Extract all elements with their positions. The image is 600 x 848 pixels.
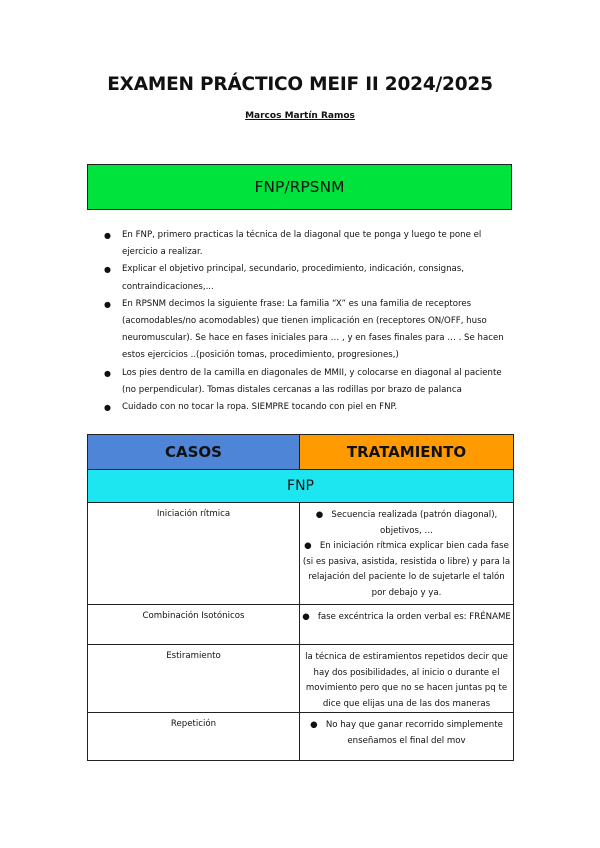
table-row bbox=[88, 605, 514, 645]
treatment-text: la técnica de estiramientos repetidos decir que hay dos posibilidades, al inicio o durante el movimiento pero que no se hacen juntas pq te dice que elijas una de las dos maneras bbox=[305, 652, 508, 709]
list-item-text: En FNP, primero practicas la técnica de la diagonal que te ponga y luego te pone el ejercicio a realizar. bbox=[122, 230, 482, 258]
treatment-cell bbox=[300, 503, 514, 605]
treatment-cell bbox=[300, 645, 514, 713]
column-header-tratamiento: TRATAMIENTO bbox=[300, 435, 514, 470]
list-item bbox=[104, 227, 514, 261]
section-banner bbox=[87, 164, 512, 210]
table-row bbox=[88, 713, 514, 761]
list-item-text: Explicar el objetivo principal, secundario, procedimiento, indicación, consignas, contraindicaciones,... bbox=[122, 264, 464, 292]
bullet-icon: ● bbox=[104, 403, 111, 413]
table-header-row bbox=[88, 435, 514, 470]
case-cell: Combinación Isotónicos bbox=[88, 605, 300, 645]
list-item bbox=[300, 718, 513, 749]
section-title: FNP/RPSNM bbox=[254, 178, 345, 196]
list-item bbox=[104, 296, 514, 365]
document-title: EXAMEN PRÁCTICO MEIF II 2024/2025 bbox=[107, 74, 493, 95]
bullet-icon: ● bbox=[104, 368, 111, 378]
bullet-icon: ● bbox=[104, 231, 111, 240]
treatment-text: Secuencia realizada (patrón diagonal), objetivos, … bbox=[331, 510, 498, 536]
table-row bbox=[88, 645, 514, 713]
author-name: Marcos Martín Ramos bbox=[245, 111, 355, 121]
list-item bbox=[104, 399, 514, 416]
bullet-icon: ● bbox=[310, 720, 326, 731]
treatment-text: fase excéntrica la orden verbal es: FRÉNAME bbox=[317, 612, 511, 622]
list-item bbox=[104, 365, 514, 399]
case-cell: Estiramiento bbox=[88, 645, 300, 713]
bullet-icon: ● bbox=[315, 510, 332, 520]
case-cell: Repetición bbox=[88, 713, 300, 761]
treatment-text: En iniciación rítmica explicar bien cada fase (si es pasiva, asistida, resistida o libre) y para la relajación del paciente lo de sujetarle el talón por debajo y ya. bbox=[302, 541, 511, 598]
casos-table bbox=[87, 434, 514, 761]
list-item bbox=[300, 610, 513, 626]
list-item-text: Los pies dentro de la camilla en diagonales de MMII, y colocarse en diagonal al paciente (no perpendicular). Tomas distales cercanas a las rodillas por brazo de palanca bbox=[122, 367, 502, 395]
list-item-text: Cuidado con no tocar la ropa. SIEMPRE tocando con piel en FNP. bbox=[122, 402, 398, 413]
treatment-cell bbox=[300, 713, 514, 761]
case-cell: Iniciación rítmica bbox=[88, 503, 300, 605]
bullet-icon: ● bbox=[304, 541, 320, 552]
list-item bbox=[300, 508, 513, 539]
treatment-cell bbox=[300, 605, 514, 645]
bullet-icon: ● bbox=[302, 612, 318, 622]
bullet-icon: ● bbox=[104, 265, 111, 275]
list-item bbox=[104, 261, 514, 295]
treatment-text: No hay que ganar recorrido simplemente enseñamos el final del mov bbox=[325, 720, 503, 746]
table-group-row bbox=[88, 470, 514, 503]
table-row bbox=[88, 503, 514, 605]
bullet-icon: ● bbox=[104, 299, 111, 309]
list-item-text: En RPSNM decimos la siguiente frase: La familia “X” es una familia de receptores (acomodables/no acomodables) que tienen implicación en (receptores ON/OFF, huso neuromuscular). Se hace en fases iniciales para … , y en fases finales para … . Se hacen estos ejercicios ..(posición tomas, procedimiento, progresiones,) bbox=[122, 298, 504, 361]
column-header-casos: CASOS bbox=[88, 435, 300, 470]
list-item bbox=[300, 539, 513, 601]
instructions-list bbox=[104, 227, 514, 416]
group-header-fnp: FNP bbox=[88, 470, 514, 503]
